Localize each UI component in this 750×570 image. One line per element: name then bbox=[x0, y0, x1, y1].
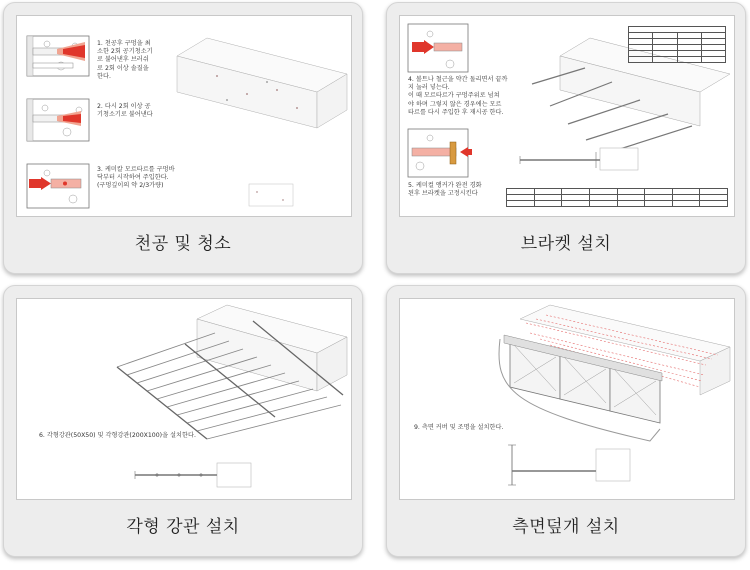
cover-diagram bbox=[400, 299, 734, 499]
card-title: 각형 강관 설치 bbox=[126, 517, 240, 537]
card-title: 브라켓 설치 bbox=[520, 234, 612, 254]
slab-with-pipes bbox=[117, 305, 347, 439]
detail-box bbox=[249, 184, 293, 206]
diagram-panel bbox=[16, 15, 352, 217]
diagram-panel bbox=[399, 15, 735, 217]
step4-illustration bbox=[408, 24, 468, 72]
card-square-pipe-installation[interactable] bbox=[3, 285, 363, 557]
spec-table-bottom bbox=[506, 188, 728, 207]
step-9-text: 9. 측면 커버 및 조명을 설치한다. bbox=[414, 424, 504, 431]
drilling-diagram bbox=[17, 16, 351, 216]
diagram-panel bbox=[399, 298, 735, 500]
concrete-slab bbox=[177, 38, 347, 128]
card-drilling-cleaning[interactable] bbox=[3, 2, 363, 274]
pipe-diagram bbox=[17, 299, 351, 499]
pipe-detail bbox=[135, 463, 251, 487]
step3-illustration bbox=[27, 164, 89, 208]
step-6-text: 6. 각형강관(50X50) 및 각형강관(200X100)을 설치한다. bbox=[39, 432, 196, 439]
step-4-text: 4. 볼트나 철근을 약간 돌리면서 끝까 지 눌러 넣는다. 이 때 모르타르가 구멍주위로 넘쳐 야 하며 그렇지 않은 경우에는 모르 타르를 다시 주입한 후 재시공 한다. bbox=[408, 76, 508, 116]
step-1-text: 1. 천공후 구멍을 최 소한 2회 공기청소기 로 불어낸후 브러쉬 로 2회 이상 솔질을 한다. bbox=[97, 40, 153, 80]
step-3-text: 3. 케미칼 모르타르를 구멍바 닥부터 시작하여 주입한다. (구멍깊이의 약 2/3가량) bbox=[97, 166, 175, 190]
step5-illustration bbox=[408, 129, 472, 177]
slab-with-covers bbox=[499, 305, 730, 441]
step2-illustration bbox=[27, 99, 89, 141]
card-title: 측면덮개 설치 bbox=[512, 517, 620, 537]
spec-table-top bbox=[628, 26, 726, 63]
card-side-cover-installation[interactable] bbox=[386, 285, 746, 557]
step1-illustration bbox=[27, 36, 89, 76]
cover-detail bbox=[508, 445, 630, 485]
step-2-text: 2. 다시 2회 이상 공 기청소기로 불어낸다 bbox=[97, 103, 153, 119]
diagram-panel bbox=[16, 298, 352, 500]
card-bracket-installation[interactable] bbox=[386, 2, 746, 274]
card-title: 천공 및 청소 bbox=[134, 234, 232, 254]
bracket-detail bbox=[520, 148, 638, 170]
step-5-text: 5. 케미컬 앵커가 완전 경화 된후 브라켓을 고정시킨다 bbox=[408, 182, 482, 198]
